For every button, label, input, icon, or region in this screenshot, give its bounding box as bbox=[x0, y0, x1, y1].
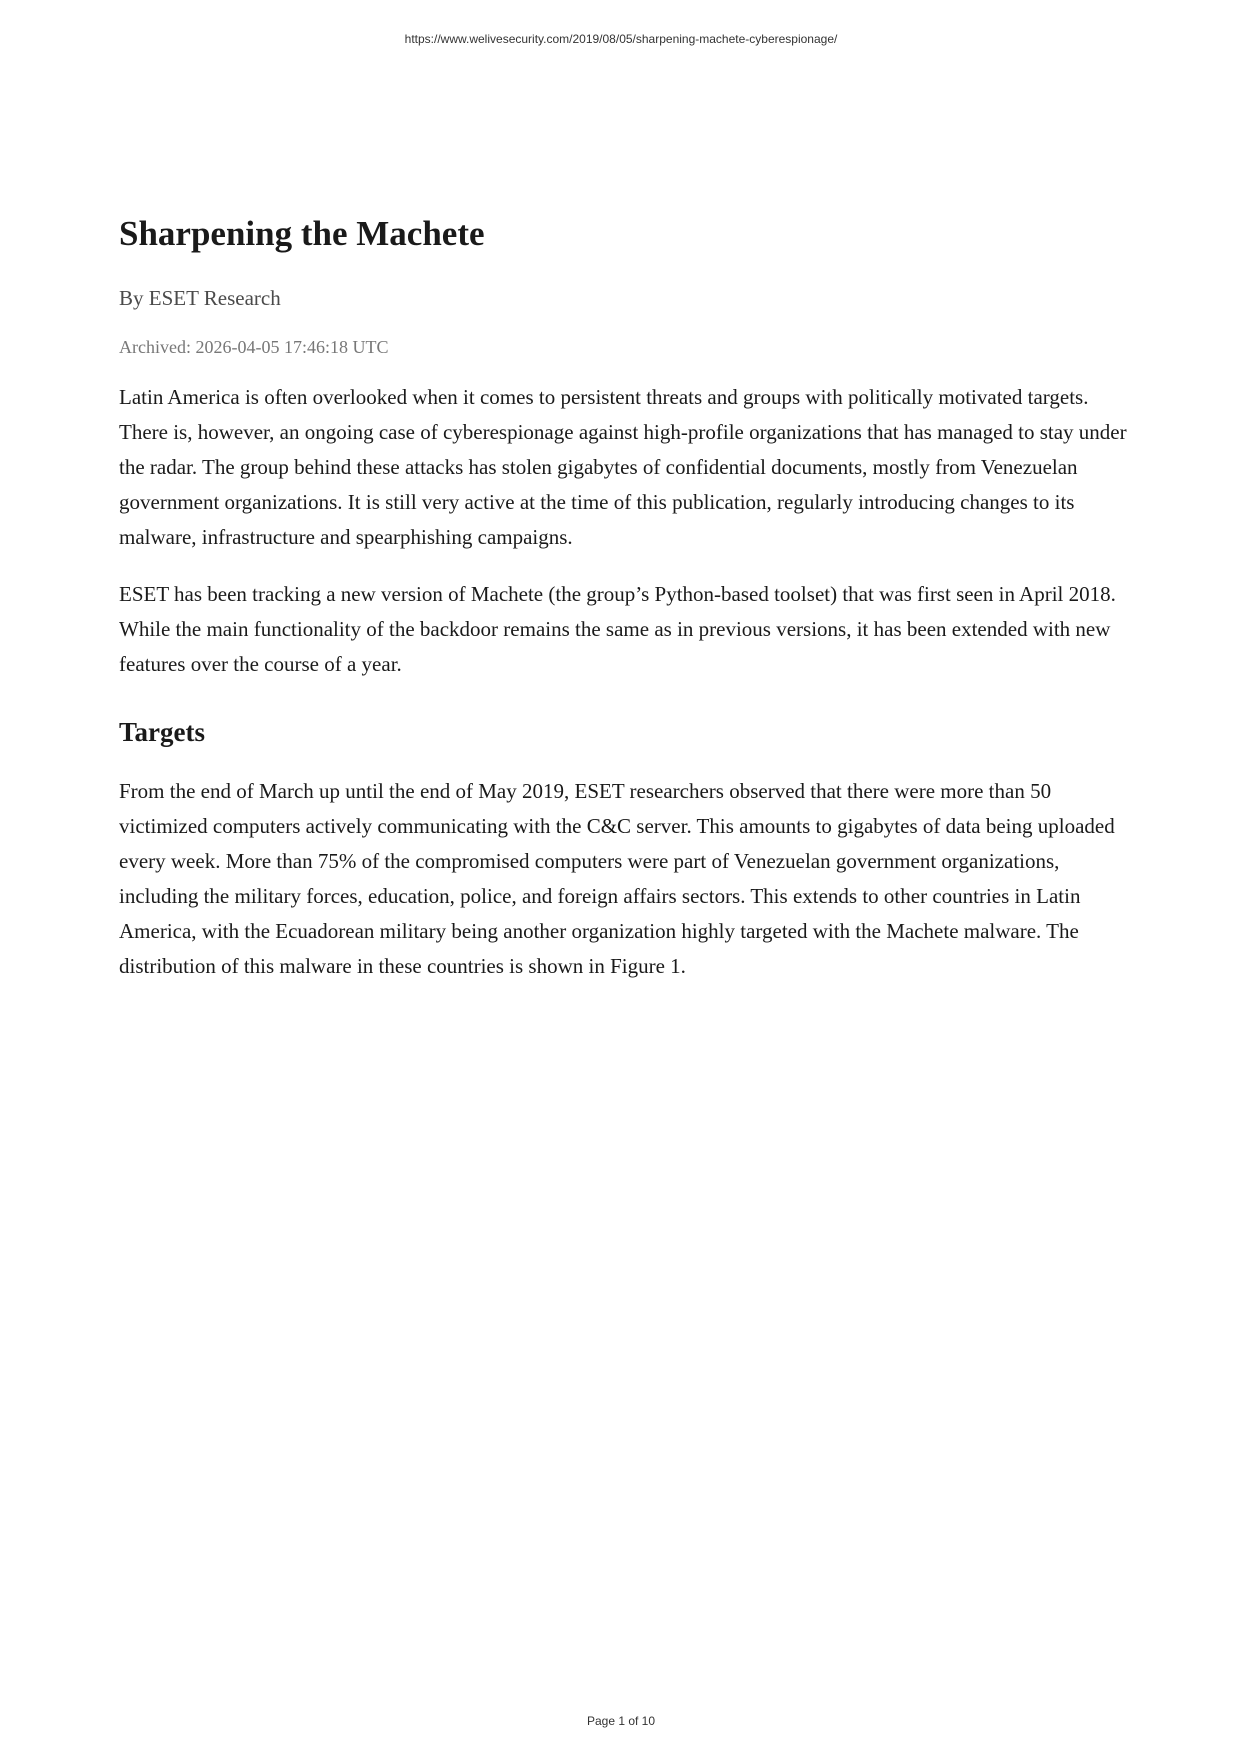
page-number: Page 1 of 10 bbox=[586, 1714, 656, 1728]
article-byline: By ESET Research bbox=[119, 286, 281, 310]
intro-paragraph-1: Latin America is often overlooked when it comes to persistent threats and groups with politically motivated targets. There is, however, an ongoing case of cyberespionage against high-profile organizations that has managed to stay under the radar. The group behind these attacks has stolen gigabytes of confidential documents, mostly from Venezuelan government organizations. It is still very active at the time of this publication, regularly introducing changes to its malware, infrastructure and spearphishing campaigns. bbox=[119, 385, 1127, 549]
archived-timestamp: Archived: 2026-04-05 17:46:18 UTC bbox=[119, 337, 389, 357]
targets-paragraph: From the end of March up until the end of May 2019, ESET researchers observed that there were more than 50 victimized computers actively communicating with the C&C server. This amounts to gigabytes of data being uploaded every week. More than 75% of the compromised computers were part of Venezuelan government organizations, including the military forces, education, police, and foreign affairs sectors. This extends to other countries in Latin America, with the Ecuadorean military being another organization highly targeted with the Machete malware. The distribution of this malware in these countries is shown in Figure 1. bbox=[119, 779, 1115, 978]
section-heading-targets: Targets bbox=[119, 717, 205, 747]
intro-paragraph-2: ESET has been tracking a new version of Machete (the group’s Python-based toolset) that was first seen in April 2018. While the main functionality of the backdoor remains the same as in previous versions, it has been extended with new features over the course of a year. bbox=[119, 582, 1116, 676]
article-title: Sharpening the Machete bbox=[119, 214, 485, 253]
source-url: https://www.welivesecurity.com/2019/08/05/sharpening-machete-cyberespionage/ bbox=[404, 32, 838, 46]
article bbox=[119, 212, 1129, 1006]
